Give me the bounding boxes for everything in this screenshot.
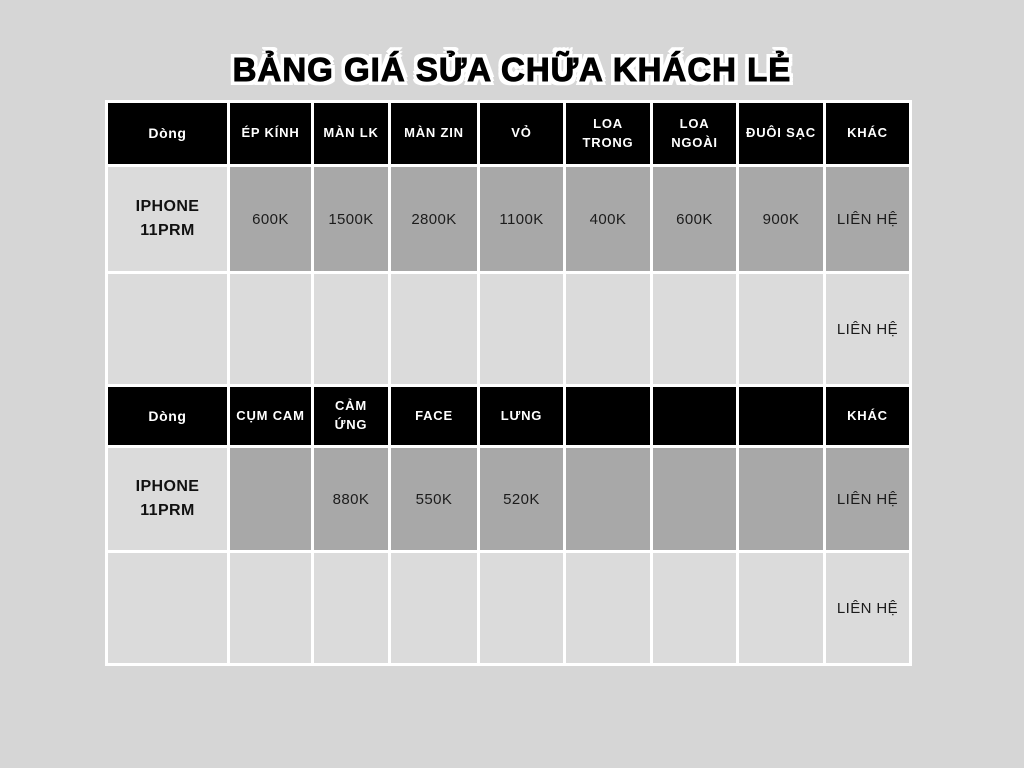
price-cell-empty bbox=[739, 274, 823, 384]
price-cell-empty bbox=[391, 553, 477, 663]
price-cell-empty bbox=[653, 553, 736, 663]
column-header: ÉP KÍNH bbox=[230, 103, 311, 164]
column-header bbox=[739, 387, 823, 445]
price-cell: 900K bbox=[739, 167, 823, 271]
row-header-dong: Dòng bbox=[108, 103, 227, 164]
price-cell: 600K bbox=[230, 167, 311, 271]
price-cell: 400K bbox=[566, 167, 650, 271]
column-header: FACE bbox=[391, 387, 477, 445]
price-cell-empty bbox=[653, 274, 736, 384]
column-header: KHÁC bbox=[826, 387, 909, 445]
price-cell-empty bbox=[480, 553, 563, 663]
page-title: BẢNG GIÁ SỬA CHỮA KHÁCH LẺ bbox=[232, 51, 792, 88]
price-cell-empty bbox=[566, 274, 650, 384]
model-cell: IPHONE 11PRM bbox=[108, 448, 227, 550]
column-header: LOA TRONG bbox=[566, 103, 650, 164]
price-cell: 1100K bbox=[480, 167, 563, 271]
column-header: CỤM CAM bbox=[230, 387, 311, 445]
price-cell-empty bbox=[739, 553, 823, 663]
column-header: LƯNG bbox=[480, 387, 563, 445]
price-cell-empty bbox=[230, 274, 311, 384]
price-cell: 2800K bbox=[391, 167, 477, 271]
price-cell-empty bbox=[480, 274, 563, 384]
price-cell-empty bbox=[566, 448, 650, 550]
price-cell-empty bbox=[739, 448, 823, 550]
column-header: ĐUÔI SẠC bbox=[739, 103, 823, 164]
price-cell-empty bbox=[314, 274, 388, 384]
price-cell-empty bbox=[230, 553, 311, 663]
price-cell: 880K bbox=[314, 448, 388, 550]
price-cell-empty bbox=[230, 448, 311, 550]
column-header: KHÁC bbox=[826, 103, 909, 164]
model-cell-empty bbox=[108, 553, 227, 663]
column-header bbox=[653, 387, 736, 445]
price-cell: LIÊN HỆ bbox=[826, 553, 909, 663]
row-header-dong: Dòng bbox=[108, 387, 227, 445]
price-cell: LIÊN HỆ bbox=[826, 167, 909, 271]
price-cell-empty bbox=[566, 553, 650, 663]
column-header bbox=[566, 387, 650, 445]
column-header: VỎ bbox=[480, 103, 563, 164]
price-cell: 550K bbox=[391, 448, 477, 550]
column-header: LOA NGOÀI bbox=[653, 103, 736, 164]
price-cell: LIÊN HỆ bbox=[826, 274, 909, 384]
column-header: MÀN LK bbox=[314, 103, 388, 164]
price-cell-empty bbox=[391, 274, 477, 384]
price-cell: LIÊN HỆ bbox=[826, 448, 909, 550]
price-cell: 520K bbox=[480, 448, 563, 550]
price-cell-empty bbox=[653, 448, 736, 550]
price-cell: 1500K bbox=[314, 167, 388, 271]
model-cell: IPHONE 11PRM bbox=[108, 167, 227, 271]
column-header: MÀN ZIN bbox=[391, 103, 477, 164]
price-cell-empty bbox=[314, 553, 388, 663]
price-cell: 600K bbox=[653, 167, 736, 271]
column-header: CẢM ỨNG bbox=[314, 387, 388, 445]
model-cell-empty bbox=[108, 274, 227, 384]
price-table-grid bbox=[105, 100, 912, 666]
